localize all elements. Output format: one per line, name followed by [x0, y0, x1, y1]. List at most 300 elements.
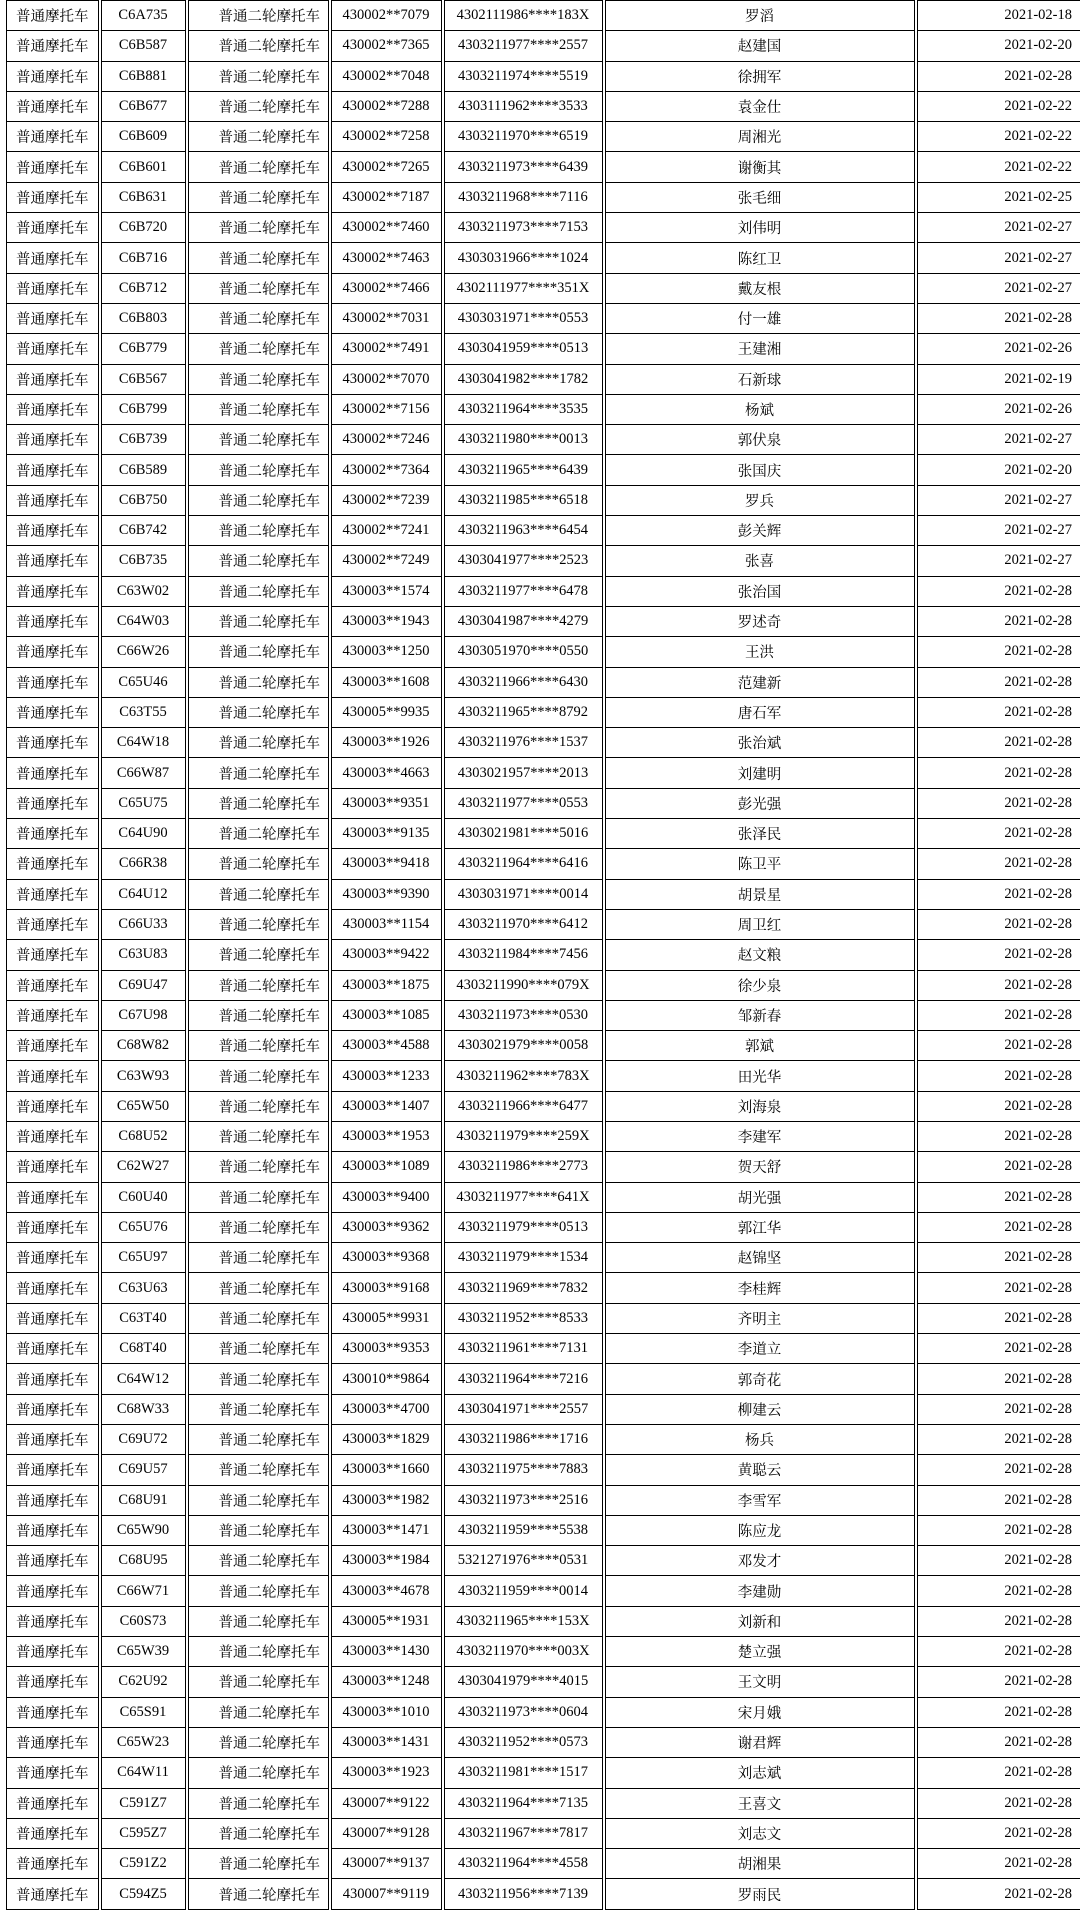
- owner-name-cell: 谢君辉: [604, 1727, 916, 1757]
- plate-number-cell: C65U75: [100, 788, 187, 818]
- vehicle-type-cell: 普通摩托车: [7, 152, 100, 182]
- vehicle-model-cell: 普通二轮摩托车: [187, 516, 330, 546]
- table-row: [7, 1515, 1080, 1545]
- table-row: [7, 758, 1080, 788]
- id-number-cell: 4303211970****6519: [443, 122, 604, 152]
- owner-name-cell: 陈红卫: [604, 243, 916, 273]
- license-code-cell: 430003**9390: [330, 879, 443, 909]
- date-cell: 2021-02-28: [916, 1455, 1080, 1485]
- table-row: [7, 334, 1080, 364]
- vehicle-type-cell: 普通摩托车: [7, 1182, 100, 1212]
- table-row: [7, 1152, 1080, 1182]
- owner-name-cell: 刘志文: [604, 1818, 916, 1848]
- owner-name-cell: 王文明: [604, 1667, 916, 1697]
- date-cell: 2021-02-28: [916, 1152, 1080, 1182]
- vehicle-model-cell: 普通二轮摩托车: [187, 1515, 330, 1545]
- plate-number-cell: C6B803: [100, 303, 187, 333]
- id-number-cell: 4303211974****5519: [443, 61, 604, 91]
- license-code-cell: 430002**7031: [330, 303, 443, 333]
- license-code-cell: 430003**1984: [330, 1546, 443, 1576]
- vehicle-type-cell: 普通摩托车: [7, 1364, 100, 1394]
- vehicle-model-cell: 普通二轮摩托车: [187, 1121, 330, 1151]
- owner-name-cell: 戴友根: [604, 273, 916, 303]
- table-row: [7, 576, 1080, 606]
- plate-number-cell: C63W93: [100, 1061, 187, 1091]
- owner-name-cell: 周湘光: [604, 122, 916, 152]
- vehicle-model-cell: 普通二轮摩托车: [187, 1273, 330, 1303]
- id-number-cell: 4303211969****7832: [443, 1273, 604, 1303]
- license-code-cell: 430003**9362: [330, 1212, 443, 1242]
- plate-number-cell: C66U33: [100, 909, 187, 939]
- plate-number-cell: C66R38: [100, 849, 187, 879]
- plate-number-cell: C65W90: [100, 1515, 187, 1545]
- table-row: [7, 697, 1080, 727]
- table-row: [7, 1303, 1080, 1333]
- vehicle-model-cell: 普通二轮摩托车: [187, 1667, 330, 1697]
- owner-name-cell: 彭光强: [604, 788, 916, 818]
- id-number-cell: 4303211979****0513: [443, 1212, 604, 1242]
- owner-name-cell: 徐拥军: [604, 61, 916, 91]
- table-row: [7, 364, 1080, 394]
- vehicle-model-cell: 普通二轮摩托车: [187, 364, 330, 394]
- vehicle-type-cell: 普通摩托车: [7, 31, 100, 61]
- date-cell: 2021-02-28: [916, 1243, 1080, 1273]
- table-row: [7, 1424, 1080, 1454]
- license-code-cell: 430005**9935: [330, 697, 443, 727]
- owner-name-cell: 李建军: [604, 1121, 916, 1151]
- plate-number-cell: C6B881: [100, 61, 187, 91]
- vehicle-type-cell: 普通摩托车: [7, 364, 100, 394]
- id-number-cell: 4303041971****2557: [443, 1394, 604, 1424]
- plate-number-cell: C68W33: [100, 1394, 187, 1424]
- vehicle-type-cell: 普通摩托车: [7, 394, 100, 424]
- owner-name-cell: 张毛细: [604, 182, 916, 212]
- plate-number-cell: C64W11: [100, 1758, 187, 1788]
- license-code-cell: 430003**1430: [330, 1637, 443, 1667]
- date-cell: 2021-02-28: [916, 1273, 1080, 1303]
- id-number-cell: 4302111977****351X: [443, 273, 604, 303]
- date-cell: 2021-02-28: [916, 879, 1080, 909]
- vehicle-model-cell: 普通二轮摩托车: [187, 61, 330, 91]
- table-row: [7, 1697, 1080, 1727]
- plate-number-cell: C68T40: [100, 1334, 187, 1364]
- license-code-cell: 430002**7258: [330, 122, 443, 152]
- id-number-cell: 4303211967****7817: [443, 1818, 604, 1848]
- id-number-cell: 4303211965****8792: [443, 697, 604, 727]
- owner-name-cell: 邓发才: [604, 1546, 916, 1576]
- id-number-cell: 4303211970****003X: [443, 1637, 604, 1667]
- date-cell: 2021-02-28: [916, 1727, 1080, 1757]
- license-code-cell: 430003**9135: [330, 819, 443, 849]
- date-cell: 2021-02-28: [916, 697, 1080, 727]
- owner-name-cell: 张治斌: [604, 728, 916, 758]
- owner-name-cell: 周卫红: [604, 909, 916, 939]
- id-number-cell: 4303211979****1534: [443, 1243, 604, 1273]
- table-row: [7, 1273, 1080, 1303]
- spreadsheet: [6, 0, 1080, 1910]
- date-cell: 2021-02-28: [916, 758, 1080, 788]
- license-code-cell: 430003**1943: [330, 606, 443, 636]
- owner-name-cell: 王喜文: [604, 1788, 916, 1818]
- license-code-cell: 430003**1089: [330, 1152, 443, 1182]
- license-code-cell: 430003**9168: [330, 1273, 443, 1303]
- vehicle-model-cell: 普通二轮摩托车: [187, 1091, 330, 1121]
- plate-number-cell: C62U92: [100, 1667, 187, 1697]
- vehicle-type-cell: 普通摩托车: [7, 1727, 100, 1757]
- owner-name-cell: 范建新: [604, 667, 916, 697]
- vehicle-model-cell: 普通二轮摩托车: [187, 394, 330, 424]
- plate-number-cell: C6B601: [100, 152, 187, 182]
- vehicle-model-cell: 普通二轮摩托车: [187, 485, 330, 515]
- plate-number-cell: C68U91: [100, 1485, 187, 1515]
- date-cell: 2021-02-28: [916, 1515, 1080, 1545]
- plate-number-cell: C6B720: [100, 213, 187, 243]
- date-cell: 2021-02-28: [916, 1818, 1080, 1848]
- vehicle-model-cell: 普通二轮摩托车: [187, 1424, 330, 1454]
- plate-number-cell: C6B567: [100, 364, 187, 394]
- id-number-cell: 4303111962****3533: [443, 91, 604, 121]
- id-number-cell: 4303211977****0553: [443, 788, 604, 818]
- vehicle-model-cell: 普通二轮摩托车: [187, 788, 330, 818]
- id-number-cell: 4303211966****6430: [443, 667, 604, 697]
- id-number-cell: 4303211979****259X: [443, 1121, 604, 1151]
- license-code-cell: 430005**9931: [330, 1303, 443, 1333]
- owner-name-cell: 刘建明: [604, 758, 916, 788]
- vehicle-type-cell: 普通摩托车: [7, 1879, 100, 1909]
- owner-name-cell: 张泽民: [604, 819, 916, 849]
- table-row: [7, 516, 1080, 546]
- id-number-cell: 4303211973****0604: [443, 1697, 604, 1727]
- table-row: [7, 1182, 1080, 1212]
- id-number-cell: 4303021957****2013: [443, 758, 604, 788]
- owner-name-cell: 邹新春: [604, 1000, 916, 1030]
- plate-number-cell: C591Z2: [100, 1849, 187, 1879]
- vehicle-model-cell: 普通二轮摩托车: [187, 1212, 330, 1242]
- date-cell: 2021-02-28: [916, 606, 1080, 636]
- vehicle-model-cell: 普通二轮摩托车: [187, 1576, 330, 1606]
- license-code-cell: 430003**1471: [330, 1515, 443, 1545]
- vehicle-model-cell: 普通二轮摩托车: [187, 1485, 330, 1515]
- owner-name-cell: 张喜: [604, 546, 916, 576]
- vehicle-type-cell: 普通摩托车: [7, 425, 100, 455]
- owner-name-cell: 赵建国: [604, 31, 916, 61]
- vehicle-model-cell: 普通二轮摩托车: [187, 970, 330, 1000]
- owner-name-cell: 刘志斌: [604, 1758, 916, 1788]
- id-number-cell: 4303211973****6439: [443, 152, 604, 182]
- id-number-cell: 4303211973****7153: [443, 213, 604, 243]
- date-cell: 2021-02-19: [916, 364, 1080, 394]
- license-code-cell: 430003**1982: [330, 1485, 443, 1515]
- license-code-cell: 430003**4700: [330, 1394, 443, 1424]
- license-code-cell: 430003**1875: [330, 970, 443, 1000]
- vehicle-model-cell: 普通二轮摩托车: [187, 1303, 330, 1333]
- table-row: [7, 182, 1080, 212]
- date-cell: 2021-02-28: [916, 1182, 1080, 1212]
- id-number-cell: 4303041987****4279: [443, 606, 604, 636]
- date-cell: 2021-02-28: [916, 1879, 1080, 1909]
- plate-number-cell: C60U40: [100, 1182, 187, 1212]
- vehicle-type-cell: 普通摩托车: [7, 1546, 100, 1576]
- plate-number-cell: C64W03: [100, 606, 187, 636]
- table-row: [7, 1364, 1080, 1394]
- vehicle-model-cell: 普通二轮摩托车: [187, 334, 330, 364]
- table-row: [7, 122, 1080, 152]
- id-number-cell: 4303031966****1024: [443, 243, 604, 273]
- plate-number-cell: C60S73: [100, 1606, 187, 1636]
- owner-name-cell: 胡景星: [604, 879, 916, 909]
- vehicle-type-cell: 普通摩托车: [7, 728, 100, 758]
- id-number-cell: 4303031971****0553: [443, 303, 604, 333]
- date-cell: 2021-02-28: [916, 788, 1080, 818]
- plate-number-cell: C65W39: [100, 1637, 187, 1667]
- vehicle-model-cell: 普通二轮摩托车: [187, 1637, 330, 1667]
- owner-name-cell: 宋月娥: [604, 1697, 916, 1727]
- id-number-cell: 4303211964****3535: [443, 394, 604, 424]
- plate-number-cell: C63U83: [100, 940, 187, 970]
- plate-number-cell: C591Z7: [100, 1788, 187, 1818]
- date-cell: 2021-02-27: [916, 546, 1080, 576]
- vehicle-model-cell: 普通二轮摩托车: [187, 213, 330, 243]
- owner-name-cell: 唐石军: [604, 697, 916, 727]
- license-code-cell: 430002**7463: [330, 243, 443, 273]
- vehicle-type-cell: 普通摩托车: [7, 1334, 100, 1364]
- license-code-cell: 430003**1010: [330, 1697, 443, 1727]
- table-row: [7, 909, 1080, 939]
- table-row: [7, 1758, 1080, 1788]
- owner-name-cell: 赵锦坚: [604, 1243, 916, 1273]
- plate-number-cell: C65U46: [100, 667, 187, 697]
- table-row: [7, 1061, 1080, 1091]
- vehicle-type-cell: 普通摩托车: [7, 1667, 100, 1697]
- table-row: [7, 91, 1080, 121]
- license-code-cell: 430002**7491: [330, 334, 443, 364]
- license-code-cell: 430010**9864: [330, 1364, 443, 1394]
- id-number-cell: 4303041979****4015: [443, 1667, 604, 1697]
- vehicle-model-cell: 普通二轮摩托车: [187, 1, 330, 31]
- table-row: [7, 1000, 1080, 1030]
- vehicle-type-cell: 普通摩托车: [7, 1, 100, 31]
- id-number-cell: 4302111986****183X: [443, 1, 604, 31]
- vehicle-type-cell: 普通摩托车: [7, 1031, 100, 1061]
- license-code-cell: 430003**1431: [330, 1727, 443, 1757]
- vehicle-model-cell: 普通二轮摩托车: [187, 1031, 330, 1061]
- date-cell: 2021-02-28: [916, 1364, 1080, 1394]
- license-code-cell: 430003**9353: [330, 1334, 443, 1364]
- owner-name-cell: 付一雄: [604, 303, 916, 333]
- license-code-cell: 430003**9368: [330, 1243, 443, 1273]
- date-cell: 2021-02-28: [916, 1606, 1080, 1636]
- owner-name-cell: 罗滔: [604, 1, 916, 31]
- id-number-cell: 4303211970****6412: [443, 909, 604, 939]
- vehicle-model-cell: 普通二轮摩托车: [187, 697, 330, 727]
- owner-name-cell: 袁金仕: [604, 91, 916, 121]
- license-code-cell: 430002**7070: [330, 364, 443, 394]
- owner-name-cell: 陈卫平: [604, 849, 916, 879]
- id-number-cell: 4303211975****7883: [443, 1455, 604, 1485]
- date-cell: 2021-02-28: [916, 1303, 1080, 1333]
- license-code-cell: 430003**1574: [330, 576, 443, 606]
- plate-number-cell: C62W27: [100, 1152, 187, 1182]
- date-cell: 2021-02-28: [916, 819, 1080, 849]
- id-number-cell: 4303211981****1517: [443, 1758, 604, 1788]
- vehicle-model-cell: 普通二轮摩托车: [187, 1334, 330, 1364]
- id-number-cell: 4303211962****783X: [443, 1061, 604, 1091]
- license-code-cell: 430003**9400: [330, 1182, 443, 1212]
- date-cell: 2021-02-27: [916, 213, 1080, 243]
- date-cell: 2021-02-27: [916, 243, 1080, 273]
- plate-number-cell: C6B750: [100, 485, 187, 515]
- table-row: [7, 1818, 1080, 1848]
- plate-number-cell: C64W12: [100, 1364, 187, 1394]
- date-cell: 2021-02-28: [916, 1031, 1080, 1061]
- vehicle-type-cell: 普通摩托车: [7, 606, 100, 636]
- owner-name-cell: 杨斌: [604, 394, 916, 424]
- license-code-cell: 430007**9137: [330, 1849, 443, 1879]
- table-row: [7, 273, 1080, 303]
- owner-name-cell: 刘新和: [604, 1606, 916, 1636]
- vehicle-model-cell: 普通二轮摩托车: [187, 606, 330, 636]
- date-cell: 2021-02-28: [916, 667, 1080, 697]
- date-cell: 2021-02-28: [916, 1546, 1080, 1576]
- license-code-cell: 430002**7241: [330, 516, 443, 546]
- vehicle-model-cell: 普通二轮摩托车: [187, 879, 330, 909]
- vehicle-model-cell: 普通二轮摩托车: [187, 849, 330, 879]
- table-row: [7, 1727, 1080, 1757]
- id-number-cell: 4303211966****6477: [443, 1091, 604, 1121]
- id-number-cell: 4303211986****1716: [443, 1424, 604, 1454]
- plate-number-cell: C6B742: [100, 516, 187, 546]
- table-row: [7, 1546, 1080, 1576]
- license-code-cell: 430002**7246: [330, 425, 443, 455]
- date-cell: 2021-02-26: [916, 334, 1080, 364]
- plate-number-cell: C6B716: [100, 243, 187, 273]
- license-code-cell: 430003**4678: [330, 1576, 443, 1606]
- date-cell: 2021-02-28: [916, 1576, 1080, 1606]
- table-row: [7, 1334, 1080, 1364]
- table-row: [7, 940, 1080, 970]
- vehicle-type-cell: 普通摩托车: [7, 485, 100, 515]
- license-code-cell: 430003**4663: [330, 758, 443, 788]
- plate-number-cell: C6B589: [100, 455, 187, 485]
- id-number-cell: 4303211952****8533: [443, 1303, 604, 1333]
- vehicle-type-cell: 普通摩托车: [7, 61, 100, 91]
- id-number-cell: 4303041959****0513: [443, 334, 604, 364]
- vehicle-type-cell: 普通摩托车: [7, 879, 100, 909]
- license-code-cell: 430003**4588: [330, 1031, 443, 1061]
- table-row: [7, 1, 1080, 31]
- license-code-cell: 430003**9422: [330, 940, 443, 970]
- plate-number-cell: C63U63: [100, 1273, 187, 1303]
- vehicle-type-cell: 普通摩托车: [7, 970, 100, 1000]
- license-code-cell: 430007**9128: [330, 1818, 443, 1848]
- vehicle-table: [6, 0, 1080, 1910]
- table-row: [7, 1394, 1080, 1424]
- vehicle-type-cell: 普通摩托车: [7, 303, 100, 333]
- license-code-cell: 430003**1926: [330, 728, 443, 758]
- owner-name-cell: 彭关辉: [604, 516, 916, 546]
- license-code-cell: 430002**7239: [330, 485, 443, 515]
- plate-number-cell: C6B631: [100, 182, 187, 212]
- date-cell: 2021-02-22: [916, 152, 1080, 182]
- plate-number-cell: C6B677: [100, 91, 187, 121]
- id-number-cell: 4303021979****0058: [443, 1031, 604, 1061]
- date-cell: 2021-02-25: [916, 182, 1080, 212]
- vehicle-type-cell: 普通摩托车: [7, 91, 100, 121]
- date-cell: 2021-02-28: [916, 303, 1080, 333]
- vehicle-model-cell: 普通二轮摩托车: [187, 1697, 330, 1727]
- vehicle-model-cell: 普通二轮摩托车: [187, 667, 330, 697]
- vehicle-type-cell: 普通摩托车: [7, 1849, 100, 1879]
- table-row: [7, 61, 1080, 91]
- vehicle-type-cell: 普通摩托车: [7, 1515, 100, 1545]
- date-cell: 2021-02-28: [916, 1394, 1080, 1424]
- date-cell: 2021-02-18: [916, 1, 1080, 31]
- vehicle-type-cell: 普通摩托车: [7, 1243, 100, 1273]
- owner-name-cell: 郭斌: [604, 1031, 916, 1061]
- vehicle-type-cell: 普通摩托车: [7, 1788, 100, 1818]
- id-number-cell: 4303021981****5016: [443, 819, 604, 849]
- id-number-cell: 4303211965****6439: [443, 455, 604, 485]
- owner-name-cell: 张治国: [604, 576, 916, 606]
- license-code-cell: 430002**7249: [330, 546, 443, 576]
- owner-name-cell: 贺天舒: [604, 1152, 916, 1182]
- id-number-cell: 4303211976****1537: [443, 728, 604, 758]
- owner-name-cell: 郭伏泉: [604, 425, 916, 455]
- license-code-cell: 430007**9122: [330, 1788, 443, 1818]
- vehicle-type-cell: 普通摩托车: [7, 758, 100, 788]
- vehicle-model-cell: 普通二轮摩托车: [187, 1364, 330, 1394]
- table-row: [7, 1637, 1080, 1667]
- plate-number-cell: C66W26: [100, 637, 187, 667]
- id-number-cell: 4303211965****153X: [443, 1606, 604, 1636]
- vehicle-type-cell: 普通摩托车: [7, 819, 100, 849]
- license-code-cell: 430003**1248: [330, 1667, 443, 1697]
- table-row: [7, 243, 1080, 273]
- table-row: [7, 455, 1080, 485]
- plate-number-cell: C63T55: [100, 697, 187, 727]
- id-number-cell: 4303211964****7216: [443, 1364, 604, 1394]
- date-cell: 2021-02-28: [916, 1121, 1080, 1151]
- plate-number-cell: C66W71: [100, 1576, 187, 1606]
- vehicle-type-cell: 普通摩托车: [7, 273, 100, 303]
- owner-name-cell: 胡光强: [604, 1182, 916, 1212]
- vehicle-model-cell: 普通二轮摩托车: [187, 940, 330, 970]
- vehicle-type-cell: 普通摩托车: [7, 1606, 100, 1636]
- plate-number-cell: C67U98: [100, 1000, 187, 1030]
- date-cell: 2021-02-28: [916, 1061, 1080, 1091]
- date-cell: 2021-02-28: [916, 909, 1080, 939]
- id-number-cell: 4303211984****7456: [443, 940, 604, 970]
- plate-number-cell: C66W87: [100, 758, 187, 788]
- plate-number-cell: C594Z5: [100, 1879, 187, 1909]
- id-number-cell: 4303211977****2557: [443, 31, 604, 61]
- vehicle-model-cell: 普通二轮摩托车: [187, 728, 330, 758]
- license-code-cell: 430003**1085: [330, 1000, 443, 1030]
- owner-name-cell: 罗述奇: [604, 606, 916, 636]
- vehicle-type-cell: 普通摩托车: [7, 697, 100, 727]
- vehicle-model-cell: 普通二轮摩托车: [187, 1455, 330, 1485]
- owner-name-cell: 陈应龙: [604, 1515, 916, 1545]
- vehicle-type-cell: 普通摩托车: [7, 1091, 100, 1121]
- id-number-cell: 4303211990****079X: [443, 970, 604, 1000]
- vehicle-type-cell: 普通摩托车: [7, 1758, 100, 1788]
- vehicle-model-cell: 普通二轮摩托车: [187, 303, 330, 333]
- id-number-cell: 4303211961****7131: [443, 1334, 604, 1364]
- plate-number-cell: C6B712: [100, 273, 187, 303]
- id-number-cell: 4303211963****6454: [443, 516, 604, 546]
- date-cell: 2021-02-28: [916, 637, 1080, 667]
- date-cell: 2021-02-28: [916, 1788, 1080, 1818]
